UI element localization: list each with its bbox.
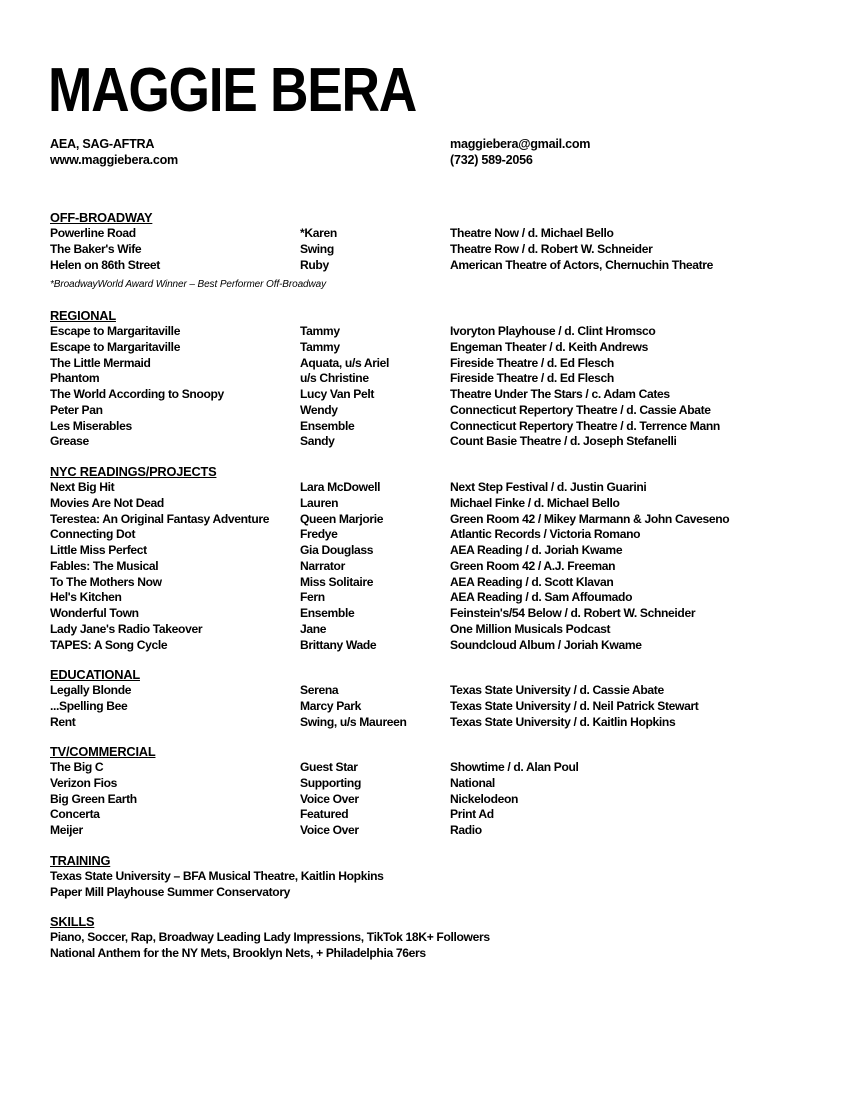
credit-title: Wonderful Town (50, 606, 139, 620)
credit-role: Lucy Van Pelt (300, 387, 375, 401)
credit-title: Helen on 86th Street (50, 257, 160, 272)
credit-venue: Texas State University / d. Neil Patrick Stewart (450, 698, 699, 713)
credit-title: Hel's Kitchen (50, 590, 122, 605)
credit-row (50, 590, 830, 606)
credit-venue: Count Basie Theatre / d. Joseph Stefanelli (450, 434, 677, 449)
credit-title: To The Mothers Now (50, 574, 162, 589)
credit-row (50, 371, 830, 387)
credit-title: Powerline Road (50, 226, 136, 240)
credit-title: Connecting Dot (50, 527, 136, 542)
credit-title: TAPES: A Song Cycle (50, 637, 168, 652)
credit-row (50, 258, 830, 274)
contact-left (50, 136, 178, 168)
credit-venue: One Million Musicals Podcast (450, 621, 611, 636)
credit-role: Voice Over (300, 823, 359, 837)
phone: (732) 589-2056 (450, 153, 533, 167)
credit-title: Escape to Margaritaville (50, 339, 181, 354)
credit-title: Fables: The Musical (50, 558, 159, 573)
credit-title: Terestea: An Original Fantasy Adventure (50, 511, 270, 526)
credit-role: Swing (300, 241, 334, 256)
credit-row (50, 807, 830, 823)
credit-row (50, 683, 830, 699)
credit-row (50, 480, 830, 496)
credit-row (50, 434, 830, 450)
credit-venue: Fireside Theatre / d. Ed Flesch (450, 371, 614, 386)
email-link[interactable]: maggiebera@gmail.com (450, 137, 591, 151)
section-educational (50, 667, 830, 730)
credit-role: Ensemble (300, 606, 355, 620)
credit-title: Concerta (50, 807, 100, 822)
credit-rows (50, 324, 830, 450)
credit-row (50, 527, 830, 543)
credit-title: The Baker's Wife (50, 241, 142, 256)
credit-title: Escape to Margaritaville (50, 324, 181, 338)
credit-row (50, 496, 830, 512)
credit-row (50, 606, 830, 622)
resume-name: MAGGIE BERA (48, 56, 416, 125)
credit-venue: Green Room 42 / Mikey Marmann & John Caveseno (450, 511, 730, 526)
credit-venue: Nickelodeon (450, 791, 519, 806)
section-title: OFF-BROADWAY (50, 210, 153, 225)
section-skills (50, 914, 830, 962)
credit-venue: AEA Reading / d. Scott Klavan (450, 574, 614, 589)
credit-row (50, 419, 830, 435)
section-title: REGIONAL (50, 308, 116, 323)
credit-venue: Atlantic Records / Victoria Romano (450, 527, 641, 542)
credit-role: Voice Over (300, 791, 359, 806)
credit-role: Narrator (300, 558, 345, 573)
credit-title: Verizon Fios (50, 775, 118, 790)
credit-title: Grease (50, 434, 89, 449)
credit-row (50, 622, 830, 638)
credit-row (50, 242, 830, 258)
credit-role: Featured (300, 807, 349, 822)
credit-row (50, 559, 830, 575)
credit-role: Fern (300, 590, 325, 605)
credit-role: Marcy Park (300, 698, 362, 713)
award-note: *BroadwayWorld Award Winner – Best Performer Off-Broadway (50, 279, 326, 291)
text-line: Paper Mill Playhouse Summer Conservatory (50, 884, 291, 899)
section-off-broadway (50, 210, 830, 293)
credit-venue: Theatre Under The Stars / c. Adam Cates (450, 387, 670, 401)
credit-role: Wendy (300, 402, 338, 417)
credit-rows (50, 760, 830, 839)
credit-venue: Theatre Now / d. Michael Bello (450, 226, 614, 240)
credit-title: Lady Jane's Radio Takeover (50, 621, 203, 636)
credit-title: The World According to Snoopy (50, 387, 224, 401)
credit-row (50, 699, 830, 715)
credit-role: *Karen (300, 226, 337, 240)
credit-row (50, 340, 830, 356)
contact-right (450, 136, 590, 168)
credit-role: Serena (300, 683, 339, 697)
credit-role: Supporting (300, 775, 361, 790)
section-title: TV/COMMERCIAL (50, 744, 156, 759)
credit-venue: Fireside Theatre / d. Ed Flesch (450, 355, 614, 370)
credit-role: Ensemble (300, 418, 355, 433)
section-nyc-readings (50, 464, 830, 653)
credit-title: Les Miserables (50, 418, 132, 433)
credit-row (50, 760, 830, 776)
credit-row (50, 387, 830, 403)
text-line: Texas State University – BFA Musical Theatre, Kaitlin Hopkins (50, 869, 384, 883)
credit-title: Phantom (50, 371, 100, 386)
credit-venue: Green Room 42 / A.J. Freeman (450, 558, 616, 573)
text-lines (50, 930, 830, 962)
text-line: National Anthem for the NY Mets, Brooklyn Nets, + Philadelphia 76ers (50, 945, 426, 960)
text-lines (50, 869, 830, 901)
credit-venue: Next Step Festival / d. Justin Guarini (450, 480, 647, 494)
credit-row (50, 403, 830, 419)
credit-role: Tammy (300, 339, 340, 354)
credit-role: Ruby (300, 257, 329, 272)
website-link[interactable]: www.maggiebera.com (50, 153, 179, 167)
credit-role: Tammy (300, 324, 340, 338)
credit-role: u/s Christine (300, 371, 369, 386)
credit-venue: Connecticut Repertory Theatre / d. Cassie Abate (450, 402, 711, 417)
credit-role: Brittany Wade (300, 637, 377, 652)
credit-row (50, 226, 830, 242)
credit-title: Legally Blonde (50, 683, 132, 697)
credit-title: Little Miss Perfect (50, 543, 147, 557)
credit-row (50, 356, 830, 372)
credit-venue: AEA Reading / d. Joriah Kwame (450, 543, 623, 557)
credit-venue: Radio (450, 823, 482, 837)
credit-row (50, 575, 830, 591)
credit-row (50, 543, 830, 559)
credit-rows (50, 480, 830, 653)
credit-role: Swing, u/s Maureen (300, 714, 407, 729)
credit-venue: Engeman Theater / d. Keith Andrews (450, 339, 648, 354)
credit-row (50, 512, 830, 528)
credit-venue: Ivoryton Playhouse / d. Clint Hromsco (450, 324, 656, 338)
credit-role: Queen Marjorie (300, 511, 384, 526)
credit-title: Next Big Hit (50, 480, 115, 494)
unions: AEA, SAG-AFTRA (50, 137, 155, 151)
credit-role: Lauren (300, 495, 339, 510)
credit-rows (50, 226, 830, 273)
credit-role: Fredye (300, 527, 338, 542)
credit-venue: Texas State University / d. Kaitlin Hopkins (450, 714, 676, 729)
credit-venue: Soundcloud Album / Joriah Kwame (450, 637, 642, 652)
credit-role: Jane (300, 621, 327, 636)
credit-row (50, 638, 830, 654)
credit-venue: Feinstein's/54 Below / d. Robert W. Schneider (450, 606, 696, 620)
credit-row (50, 324, 830, 340)
credit-venue: Michael Finke / d. Michael Bello (450, 495, 620, 510)
section-tv-commercial (50, 744, 830, 839)
credit-venue: Texas State University / d. Cassie Abate (450, 683, 664, 697)
credit-title: Movies Are Not Dead (50, 495, 164, 510)
credit-role: Miss Solitaire (300, 574, 374, 589)
credit-title: Rent (50, 714, 76, 729)
credit-title: ...Spelling Bee (50, 698, 128, 713)
credit-role: Sandy (300, 434, 335, 449)
section-title: EDUCATIONAL (50, 667, 140, 682)
credit-row (50, 823, 830, 839)
credit-title: Peter Pan (50, 402, 103, 417)
credit-venue: Theatre Row / d. Robert W. Schneider (450, 241, 653, 256)
credit-title: Big Green Earth (50, 791, 137, 806)
credit-role: Guest Star (300, 760, 358, 774)
credit-venue: National (450, 775, 495, 790)
credit-rows (50, 683, 830, 730)
credit-row (50, 715, 830, 731)
credit-title: The Little Mermaid (50, 355, 151, 370)
credit-venue: AEA Reading / d. Sam Affoumado (450, 590, 633, 605)
credit-title: The Big C (50, 760, 104, 774)
credit-venue: Print Ad (450, 807, 494, 822)
credit-row (50, 792, 830, 808)
section-regional (50, 308, 830, 450)
credit-row (50, 776, 830, 792)
section-title: SKILLS (50, 914, 95, 929)
credit-venue: American Theatre of Actors, Chernuchin Theatre (450, 257, 714, 272)
section-title: TRAINING (50, 853, 111, 868)
credit-venue: Connecticut Repertory Theatre / d. Terrence Mann (450, 418, 720, 433)
section-title: NYC READINGS/PROJECTS (50, 464, 217, 479)
credit-role: Gia Douglass (300, 543, 374, 557)
credit-role: Lara McDowell (300, 480, 381, 494)
credit-title: Meijer (50, 823, 83, 837)
credit-venue: Showtime / d. Alan Poul (450, 760, 579, 774)
section-training (50, 853, 830, 901)
credit-role: Aquata, u/s Ariel (300, 355, 390, 370)
text-line: Piano, Soccer, Rap, Broadway Leading Lady Impressions, TikTok 18K+ Followers (50, 930, 490, 944)
